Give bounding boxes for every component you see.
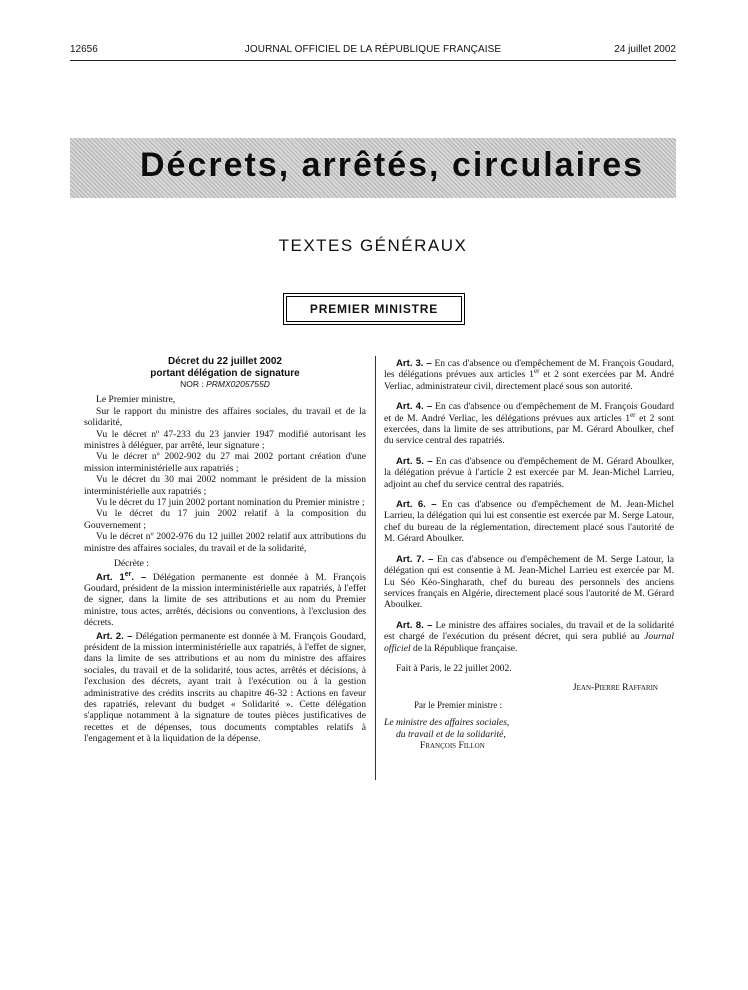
signatory-name: Jean-Pierre Raffarin <box>572 682 658 694</box>
by-prime-minister: Par le Premier ministre : <box>414 699 502 710</box>
decree-title-line-2: portant délégation de signature <box>150 367 300 379</box>
article-5-text: En cas d'absence ou d'empêchement de M. Gérard Aboulker, la délégation prévue à l'article 2 est exercée par M. Jean-Michel Larrieu, adjoint au chef du service central des rapatriés. <box>384 455 674 490</box>
article-2-text: Délégation permanente est donnée à M. François Goudard, président de la mission interministérielle aux rapatriés, à l'effet de signer, dans la limite de ses attributions et au nom du ministre des affaires sociales, du travail et de la solidarité, tous actes, arrêtés et décisions, à l'exclusion des décrets, ayant trait à l'exécution ou à la gestion administrative des crédits inscrits au chapitre 46-32 : Actions en faveur des rapatriés, relevant du budget « Solidarité ». Cette délégation s'applique notamment à la signature de toutes pièces justificatives de recettes et de dépenses, tous documents comptables relatifs à l'engagement et à la liquidation de la dépense. <box>84 630 366 745</box>
page-header <box>70 44 676 60</box>
article-6 <box>384 499 674 545</box>
article-1-label: Art. 1er. – <box>96 570 147 583</box>
nor-code: PRMX0205755D <box>206 379 270 389</box>
article-8: Art. 8. – Le ministre des affaires sociales, du travail et de la solidarité est chargé de l'exécution du présent décret, qui sera publié au Journal officiel de la République française. <box>384 619 674 654</box>
banner-title: Décrets, arrêtés, circulaires <box>140 146 645 184</box>
article-6-text: En cas d'absence ou d'empêchement de M. Jean-Michel Larrieu, la délégation qui lui est consentie est exercée par M. Serge Latour, chef du bureau de la réglementation, directement placé sous l'autorité de M. Gérard Aboulker. <box>384 499 674 545</box>
preamble-line: Vu le décret du 17 juin 2002 relatif à la composition du Gouvernement ; <box>84 508 366 531</box>
article-2 <box>84 631 366 745</box>
done-at-line: Fait à Paris, le 22 juillet 2002. <box>396 662 512 674</box>
article-3: Art. 3. – En cas d'absence ou d'empêchement de M. François Goudard, les délégations prévues aux articles 1er et 2 sont exercées par M. André Verliac, administrateur civil, directement placé sous son autorité. <box>384 358 674 392</box>
right-column <box>384 356 674 751</box>
article-7-label: Art. 7. – <box>396 553 434 565</box>
article-3-label: Art. 3. – <box>396 358 432 369</box>
preamble-line: Vu le décret nº 2002-976 du 12 juillet 2002 relatif aux attributions du ministre des affaires sociales, du travail et de la solidarité, <box>84 531 366 554</box>
article-5 <box>384 456 674 490</box>
article-6-label: Art. 6. – <box>396 499 437 511</box>
minister-title-line-2: du travail et de la solidarité, <box>396 728 506 740</box>
article-7 <box>384 554 674 611</box>
header-rule <box>70 60 676 61</box>
preamble-line: Vu le décret du 17 juin 2002 portant nomination du Premier ministre ; <box>96 497 365 509</box>
article-2-label: Art. 2. – <box>96 630 133 642</box>
ministry-heading: PREMIER MINISTRE <box>286 296 462 322</box>
article-1-text: Délégation permanente est donnée à M. François Goudard, président de la mission interministérielle aux rapatriés, à l'effet de signer, dans la limite de ses attributions et au nom du Premier ministre, tous actes, arrêtés, décisions ou conventions, à l'exclusion des décrets. <box>84 571 366 629</box>
minister-title-line-1: Le ministre des affaires sociales, <box>384 717 510 729</box>
nor-label: NOR : <box>180 379 204 389</box>
nor-reference <box>84 379 366 390</box>
article-5-label: Art. 5. – <box>396 455 433 467</box>
article-4-label: Art. 4. – <box>396 401 433 413</box>
category-banner <box>70 138 676 198</box>
page-number: 12656 <box>70 44 98 55</box>
journal-title: JOURNAL OFFICIEL DE LA RÉPUBLIQUE FRANÇAISE <box>244 44 502 55</box>
decree-title-line-1: Décret du 22 juillet 2002 <box>168 356 282 367</box>
decrete-line: Décrète : <box>114 558 149 570</box>
preamble-line: Vu le décret nº 2002-902 du 27 mai 2002 portant création d'une mission interministérielle aux rapatriés ; <box>84 451 366 474</box>
article-1 <box>84 572 366 629</box>
column-divider <box>375 356 376 780</box>
preamble-line: Vu le décret du 30 mai 2002 nommant le président de la mission interministérielle aux rapatriés ; <box>84 474 366 497</box>
article-8-label: Art. 8. – <box>396 619 433 631</box>
article-4: Art. 4. – En cas d'absence ou d'empêchement de M. François Goudard et de M. André Verliac, les délégations prévues aux articles 1er et 2 sont exercées, dans la limite de ses attributions, par M. Gérard Aboulker, chef du service central des rapatriés. <box>384 401 674 447</box>
decree-title <box>84 356 366 379</box>
left-column <box>84 356 366 745</box>
preamble-line: Le Premier ministre, <box>96 394 176 406</box>
preamble-line: Sur le rapport du ministre des affaires sociales, du travail et de la solidarité, <box>84 405 366 429</box>
minister-name: François Fillon <box>420 739 485 751</box>
issue-date: 24 juillet 2002 <box>614 44 676 55</box>
article-7-text: En cas d'absence ou d'empêchement de M. Serge Latour, la délégation qui est consentie à M. Jean-Michel Larrieu est exercée par M. Lu Séo Kéo-Singharath, chef du bureau des personnels des anciens services français en Algérie, directement placé sous l'autorité de M. Gérard Aboulker. <box>384 553 674 611</box>
preamble-line: Vu le décret nº 47-233 du 23 janvier 1947 modifié autorisant les ministres à déléguer, par arrêté, leur signature ; <box>84 428 366 452</box>
section-title: TEXTES GÉNÉRAUX <box>278 236 468 255</box>
